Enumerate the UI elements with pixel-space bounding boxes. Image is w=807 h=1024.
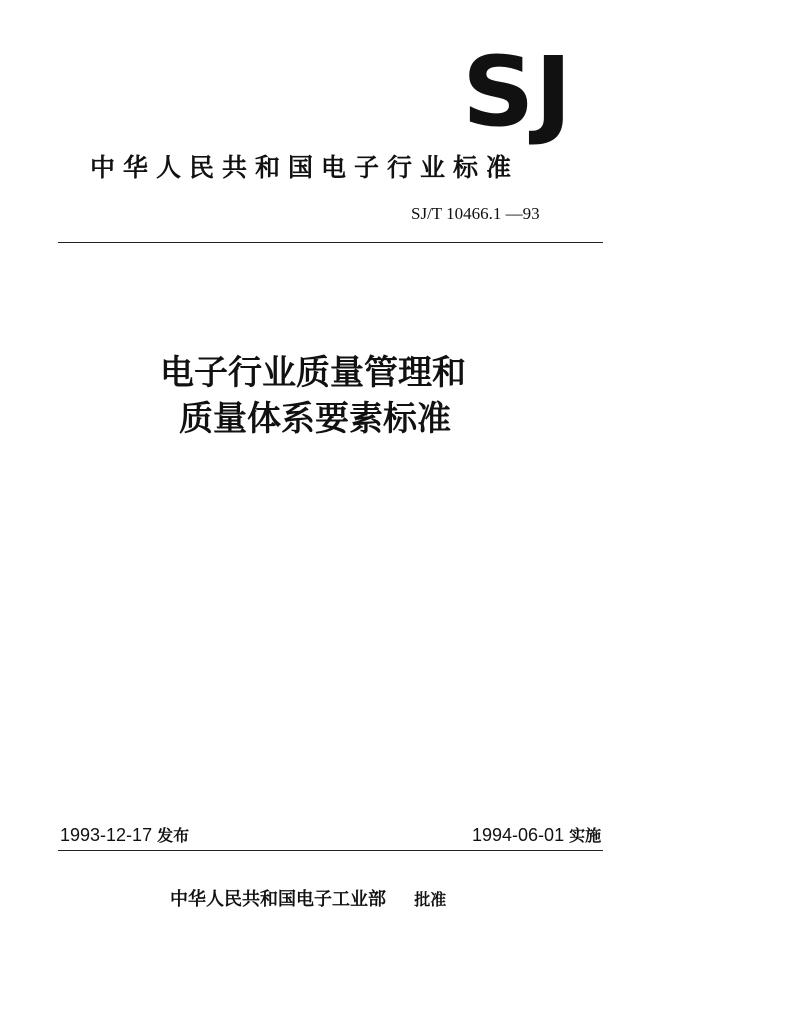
issue-date-block: [60, 822, 189, 849]
agency-standard-heading: 中华人民共和国电子行业标准: [90, 153, 520, 182]
standard-number: SJ/T 10466.1 —93: [411, 204, 540, 223]
effective-date: 1994-06-01: [472, 825, 565, 845]
approval-line: [170, 886, 446, 914]
document-title: [160, 350, 466, 442]
approving-authority: 中华人民共和国电子工业部: [170, 889, 386, 910]
document-title-line2: 质量体系要素标准: [179, 399, 451, 439]
approved-label: 批准: [414, 890, 447, 909]
document-title-line1: 电子行业质量管理和: [160, 353, 466, 393]
issue-label: 发布: [157, 826, 190, 845]
issue-date: 1993-12-17: [60, 825, 153, 845]
sj-logo: SJ: [462, 36, 573, 148]
top-divider: [58, 242, 603, 243]
bottom-divider: [58, 850, 603, 851]
effective-label: 实施: [569, 826, 602, 845]
effective-date-block: [472, 822, 601, 849]
